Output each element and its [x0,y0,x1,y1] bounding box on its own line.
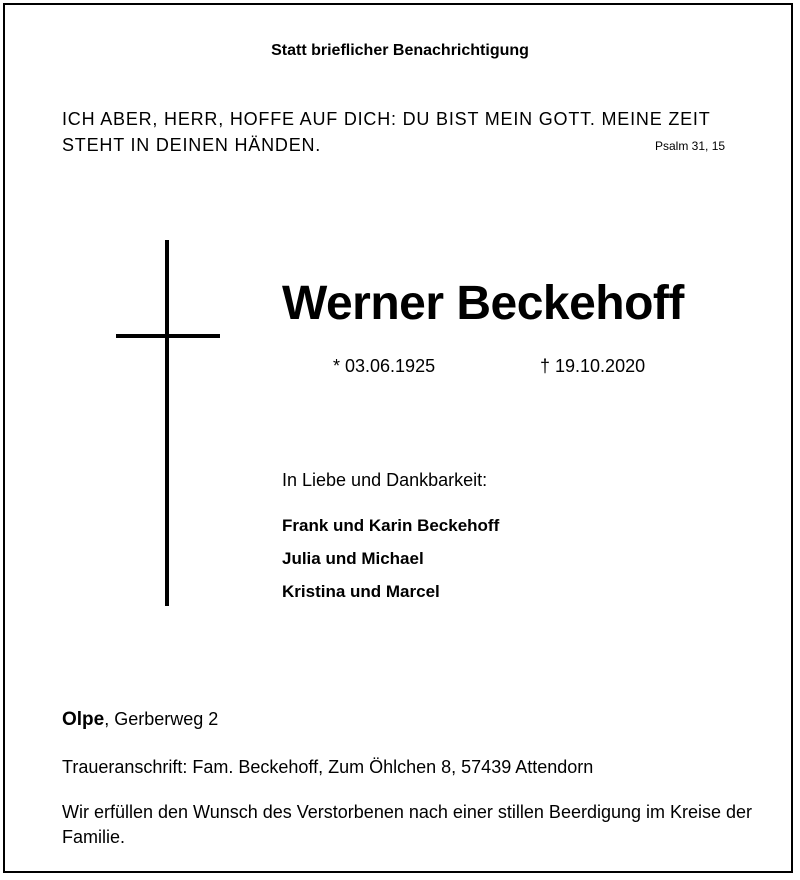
death-date: † 19.10.2020 [540,356,646,376]
verse-reference: Psalm 31, 15 [655,139,726,153]
deceased-name: Werner Beckehoff [282,277,684,330]
mourner-name: Kristina und Marcel [282,582,440,601]
birth-date: * 03.06.1925 [333,356,436,376]
notice-header: Statt brieflicher Benachrichtigung [271,42,529,59]
bible-verse: ICH ABER, HERR, HOFFE AUF DICH: DU BIST MEIN GOTT. MEINE ZEIT STEHT IN DEINEN HÄNDEN. [62,109,711,155]
cross-icon-vertical [165,240,169,606]
cross-icon-horizontal [116,334,220,338]
mourner-name: Julia und Michael [282,549,424,568]
condolence-address: Traueranschrift: Fam. Beckehoff, Zum Öhlchen 8, 57439 Attendorn [62,757,594,777]
mourner-name: Frank und Karin Beckehoff [282,516,500,535]
residence [62,709,218,731]
residence-city: Olpe [62,709,105,730]
residence-street: , Gerberweg 2 [104,709,219,729]
mourners-intro: In Liebe und Dankbarkeit: [282,470,488,490]
funeral-wish: Wir erfüllen den Wunsch des Verstorbenen nach einer stillen Beerdigung im Kreise der Familie. [62,802,753,847]
